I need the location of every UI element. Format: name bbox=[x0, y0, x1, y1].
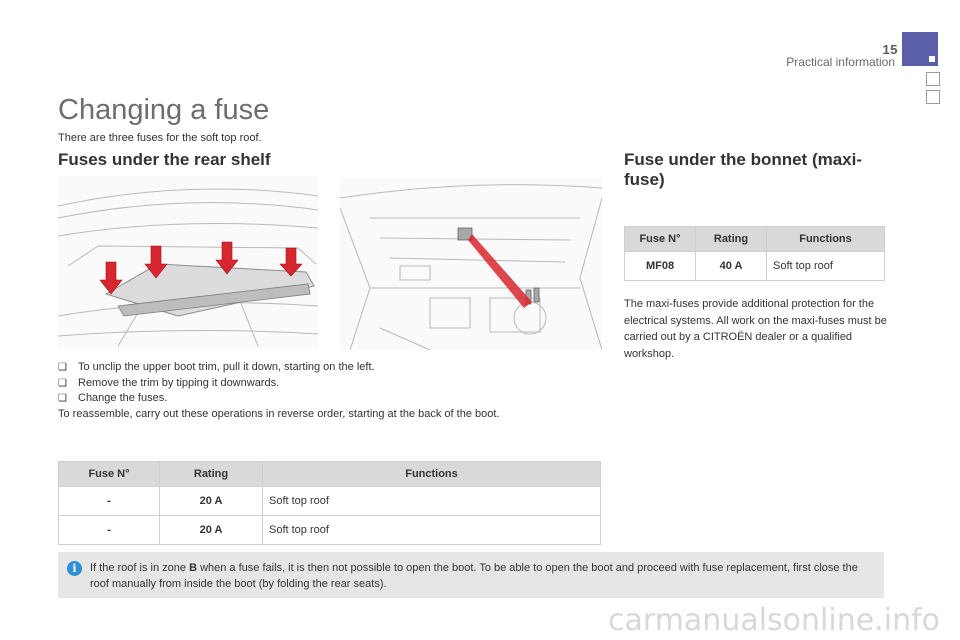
intro-text: There are three fuses for the soft top roof. bbox=[58, 132, 262, 144]
bullet-icon: ❑ bbox=[58, 393, 67, 404]
fuse-number: - bbox=[59, 487, 160, 516]
bullet-icon: ❑ bbox=[58, 377, 67, 389]
step-item: ❑ To unclip the upper boot trim, pull it down, starting on the left. bbox=[58, 360, 499, 376]
rear-fuse-table bbox=[58, 461, 601, 545]
rear-shelf-heading: Fuses under the rear shelf bbox=[58, 150, 271, 169]
bonnet-fuse-table bbox=[624, 226, 885, 281]
bonnet-illustration bbox=[340, 178, 602, 350]
fuse-rating: 20 A bbox=[160, 487, 263, 516]
bonnet-heading: Fuse under the bonnet (maxi-fuse) bbox=[624, 150, 863, 189]
table-row bbox=[625, 252, 885, 281]
bullet-icon: ❑ bbox=[58, 362, 67, 373]
info-box bbox=[58, 552, 884, 598]
table-header-row bbox=[59, 462, 601, 487]
column-header: Fuse N° bbox=[625, 227, 696, 252]
fuse-number: - bbox=[59, 516, 160, 545]
fuse-function: Soft top roof bbox=[263, 487, 601, 516]
info-text: If the roof is in zone B when a fuse fails, it is then not possible to open the boot. To be able to open the boot and proceed with fuse replacement, first close the roof manually from inside the boot (by folding the rear seats). bbox=[90, 562, 858, 590]
fuse-function: Soft top roof bbox=[767, 252, 885, 281]
fuse-function: Soft top roof bbox=[263, 516, 601, 545]
section-tab-active[interactable] bbox=[902, 32, 938, 66]
rear-shelf-steps bbox=[58, 360, 499, 422]
fuse-rating: 40 A bbox=[696, 252, 767, 281]
reassemble-text: To reassemble, carry out these operations in reverse order, starting at the back of the boot. bbox=[58, 407, 500, 420]
step-item: ❑ Change the fuses. bbox=[58, 391, 499, 407]
table-header-row bbox=[625, 227, 885, 252]
page-number: 15 bbox=[882, 42, 898, 57]
column-header: Rating bbox=[160, 462, 263, 487]
watermark: carmanualsonline.info bbox=[608, 603, 940, 638]
fuse-number: MF08 bbox=[625, 252, 696, 281]
table-row bbox=[59, 487, 601, 516]
column-header: Functions bbox=[767, 227, 885, 252]
page-title: Changing a fuse bbox=[58, 94, 270, 126]
section-tab[interactable] bbox=[926, 90, 940, 104]
section-title: Practical information bbox=[786, 55, 895, 69]
column-header: Rating bbox=[696, 227, 767, 252]
rear-shelf-illustration bbox=[58, 176, 318, 348]
zone-label: B bbox=[189, 562, 198, 574]
section-tab[interactable] bbox=[926, 72, 940, 86]
info-icon: i bbox=[67, 561, 82, 576]
maxi-fuse-note: The maxi-fuses provide additional protection for the electrical systems. All work on the maxi-fuses must be carried out by a CITROËN dealer or a qualified workshop. bbox=[624, 298, 887, 360]
table-row bbox=[59, 516, 601, 545]
fuse-rating: 20 A bbox=[160, 516, 263, 545]
column-header: Functions bbox=[263, 462, 601, 487]
step-item: ❑ Remove the trim by tipping it downwards. bbox=[58, 376, 499, 392]
column-header: Fuse N° bbox=[59, 462, 160, 487]
